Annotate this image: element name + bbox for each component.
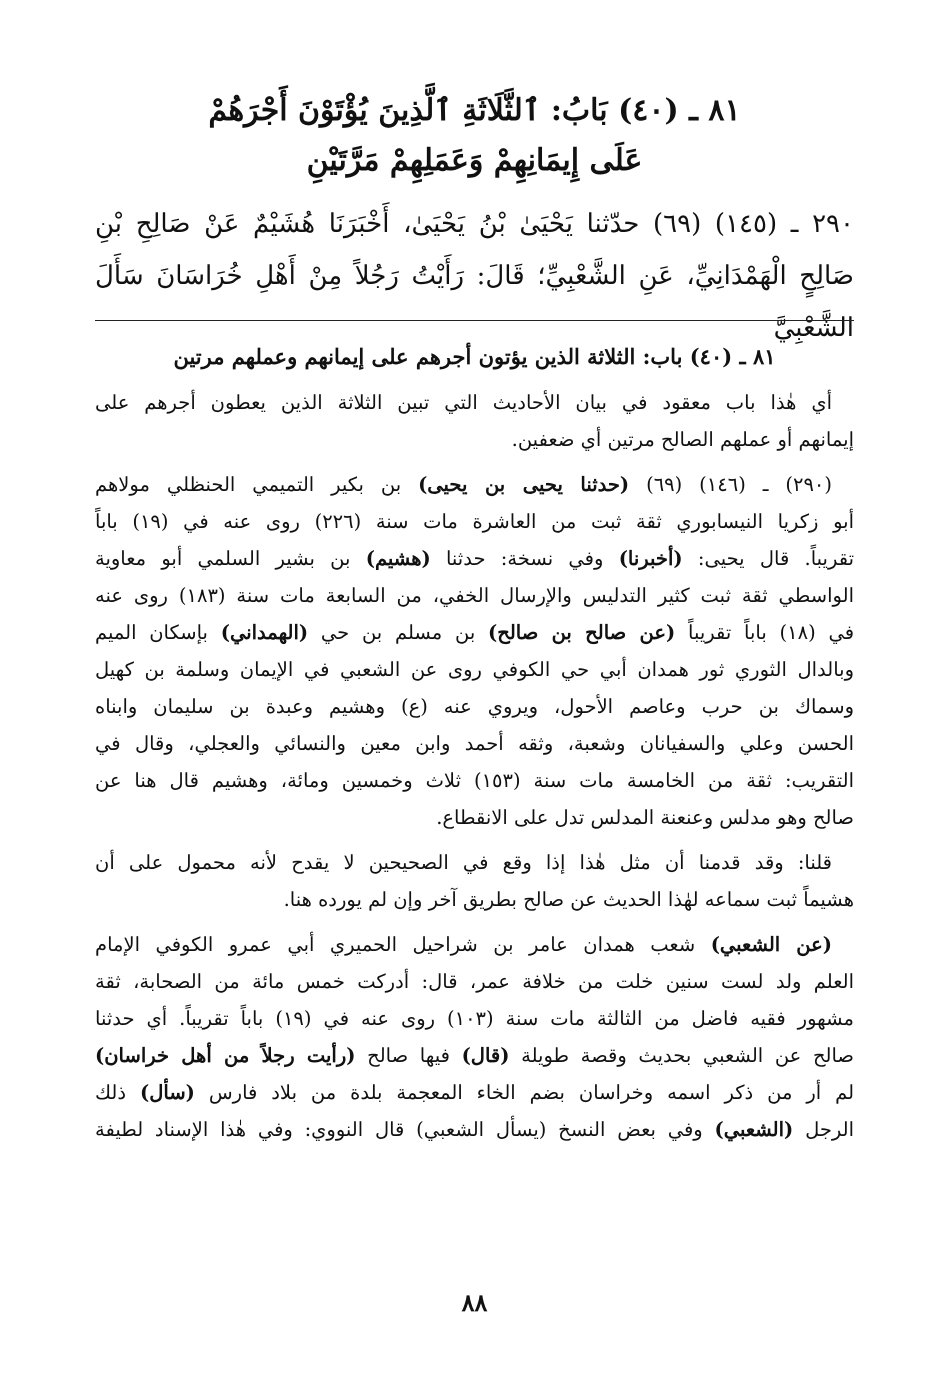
hadith-text xyxy=(95,198,854,354)
line-text: الرجل xyxy=(805,1118,854,1141)
narrator-highlight: (سأل) xyxy=(140,1081,195,1104)
section-divider xyxy=(95,320,854,321)
paragraph-line xyxy=(95,466,854,503)
narrator-highlight: (رأيت رجلاً من أهل خراسان) xyxy=(95,1044,356,1067)
paragraph-line xyxy=(95,1037,854,1074)
paragraph-line: الحسن وعلي والسفيانان وشعبة، وثقه أحمد وابن معين والنسائي والعجلي، وقال في xyxy=(95,732,854,755)
narrator-highlight: (عن الشعبي) xyxy=(710,933,832,956)
narrator-highlight: (هشيم) xyxy=(365,547,431,570)
paragraph-line xyxy=(95,926,854,963)
commentary xyxy=(95,334,854,1156)
hadith-number: (٢٩٠) ـ (١٤٦) (٦٩) xyxy=(646,473,832,496)
line-text: تقريباً. قال يحيى: xyxy=(697,547,854,570)
paragraph-line: إيمانهم أو عملهم الصالح مرتين أي ضعفين. xyxy=(511,428,854,451)
paragraph-line: قلنا: وقد قدمنا أن مثل هٰذا إذا وقع في الصحيحين لا يقدح لأنه محمول على أن xyxy=(95,851,832,874)
commentary-paragraph-narrators xyxy=(95,466,854,836)
line-text: وفي نسخة: حدثنا xyxy=(445,547,604,570)
narrator-highlight: (قال) xyxy=(461,1044,510,1067)
narrator-highlight: (الشعبي) xyxy=(714,1118,794,1141)
chapter-title xyxy=(95,86,854,186)
paragraph-line: الواسطي ثقة ثبت كثير التدليس والإرسال الخفي، من السابعة مات سنة (١٨٣) روى عنه xyxy=(95,584,854,607)
line-text: صالح عن الشعبي بحديث وقصة طويلة xyxy=(521,1044,854,1067)
commentary-paragraph-intro xyxy=(95,384,854,458)
paragraph-line: وبالدال الثوري ثور همدان أبي حي الكوفي روى عن الشعبي في الإيمان وسلمة بن كهيل xyxy=(95,658,854,681)
commentary-paragraph-note xyxy=(95,844,854,918)
commentary-paragraph-shabi xyxy=(95,926,854,1148)
book-page xyxy=(95,0,854,1380)
paragraph-line xyxy=(95,614,854,651)
paragraph-line: أبو زكريا النيسابوري ثقة ثبت من العاشرة مات سنة (٢٢٦) روى عنه في (١٩) باباً xyxy=(95,510,854,533)
paragraph-line xyxy=(95,1074,854,1111)
commentary-title: ٨١ ـ (٤٠) باب: الثلاثة الذين يؤتون أجرهم على إيمانهم وعملهم مرتين xyxy=(173,344,776,369)
narrator-highlight: (حدثنا يحيى بن يحيى) xyxy=(418,473,630,496)
paragraph-line: التقريب: ثقة من الخامسة مات سنة (١٥٣) ثلاث وخمسين ومائة، وهشيم قال هنا عن xyxy=(95,769,854,792)
page-number: ٨٨ xyxy=(461,1288,488,1317)
line-text: بإسكان الميم xyxy=(95,621,208,644)
narrator-highlight: (الهمداني) xyxy=(220,621,309,644)
hadith-line-2: صَالِحٍ الْهَمْدَانِيِّ، عَنِ الشَّعْبِيِّ؛ قَالَ: رَأَيْتُ رَجُلاً مِنْ أَهْلِ خُرَاسَانَ سَأَلَ الشَّعْبِيَّ xyxy=(95,261,854,343)
paragraph-line: صالح وهو مدلس وعنعنة المدلس تدل على الانقطاع. xyxy=(436,806,854,829)
narrator-highlight: (أخبرنا) xyxy=(618,547,683,570)
paragraph-line xyxy=(95,1111,854,1148)
line-text: لم أر من ذكر اسمه وخراسان بضم الخاء المعجمة بلدة من بلاد فارس xyxy=(208,1081,854,1104)
paragraph-line: وسماك بن حرب وعاصم الأحول، ويروي عنه (ع) وهشيم وعبدة بن سليمان وابناه xyxy=(95,695,854,718)
hadith-line-1: ٢٩٠ ـ (١٤٥) (٦٩) حدّثنا يَحْيَىٰ بْنُ يَحْيَىٰ، أَخْبَرَنَا هُشَيْمٌ عَنْ صَالِحِ بْنِ xyxy=(95,209,854,239)
line-text: بن مسلم بن حي xyxy=(320,621,476,644)
paragraph-line: أي هٰذا باب معقود في بيان الأحاديث التي تبين الثلاثة الذين يعطون أجرهم على xyxy=(95,391,832,414)
line-text: فيها صالح xyxy=(367,1044,450,1067)
chapter-title-line-2: عَلَى إِيمَانِهِمْ وَعَمَلِهِمْ مَرَّتَيْنِ xyxy=(306,143,643,178)
line-text: ذلك xyxy=(95,1081,127,1104)
paragraph-line: هشيماً ثبت سماعه لهٰذا الحديث عن صالح بطريق آخر وإن لم يورده هنا. xyxy=(283,888,854,911)
paragraph-line: العلم ولد لست سنين خلت من خلافة عمر، قال: أدركت خمس مائة من الصحابة، ثقة xyxy=(95,970,854,993)
line-text: وفي بعض النسخ (يسأل الشعبي) قال النووي: وفي هٰذا الإسناد لطيفة xyxy=(95,1118,703,1141)
narrator-highlight: (عن صالح بن صالح) xyxy=(488,621,676,644)
line-text: بن بشير السلمي أبو معاوية xyxy=(95,547,351,570)
line-text: بن بكير التميمي الحنظلي مولاهم xyxy=(95,473,402,496)
line-text: في (١٨) باباً تقريباً xyxy=(688,621,854,644)
line-text: شعب همدان عامر بن شراحيل الحميري أبي عمرو الكوفي الإمام xyxy=(95,933,696,956)
chapter-title-line-1: ٨١ ـ (٤٠) بَابُ: ٱلثَّلَاثَةِ ٱلَّذِينَ يُؤْتَوْنَ أَجْرَهُمْ xyxy=(208,93,741,128)
paragraph-line xyxy=(95,540,854,577)
paragraph-line: مشهور فقيه فاضل من الثالثة مات سنة (١٠٣) روى عنه في (١٩) باباً تقريباً. أي حدثنا xyxy=(95,1007,854,1030)
